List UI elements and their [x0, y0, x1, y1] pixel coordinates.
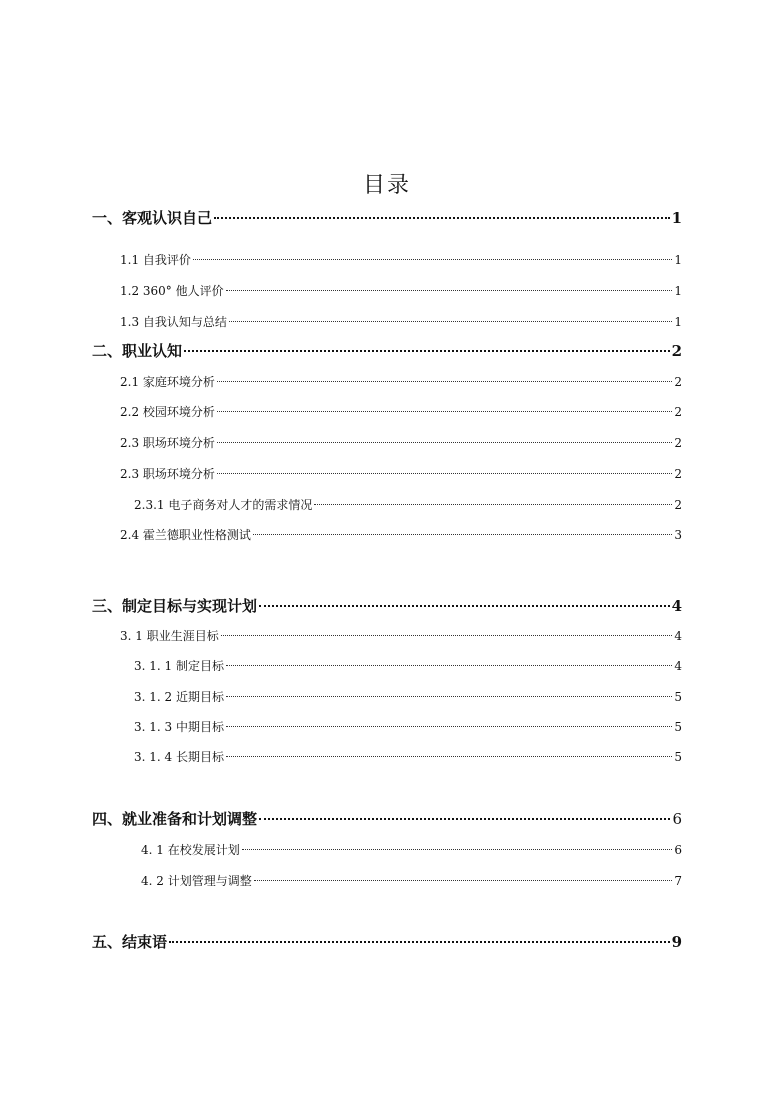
toc-page-number: 4	[674, 659, 682, 673]
toc-entry-label: 2.3.1 电子商务对人才的需求情况	[134, 498, 313, 512]
toc-page-number: 2	[674, 375, 682, 389]
toc-entry-label: 五、结束语	[92, 933, 168, 951]
toc-entry-label: 1.3 自我认知与总结	[120, 315, 227, 329]
dot-leader	[184, 350, 670, 352]
toc-entry-label: 2.3 职场环境分析	[120, 436, 215, 450]
toc-entry-4-2[interactable]	[141, 872, 682, 889]
toc-page-number: 1	[674, 253, 682, 267]
toc-entry-label: 三、制定目标与实现计划	[92, 597, 258, 615]
toc-entry-3-1-2[interactable]	[134, 688, 682, 705]
toc-entry-3-1-3[interactable]	[134, 718, 682, 735]
toc-entry-label: 1.2 360° 他人评价	[120, 284, 224, 298]
toc-entry-label: 3. 1. 3 中期目标	[134, 720, 224, 734]
dot-leader	[226, 696, 672, 697]
toc-page-number: 2	[674, 498, 682, 512]
toc-entry-label: 3. 1. 2 近期目标	[134, 690, 224, 704]
dot-leader	[226, 726, 672, 727]
toc-page-number: 2	[674, 436, 682, 450]
dot-leader	[253, 534, 672, 535]
toc-page-number: 2	[674, 467, 682, 481]
toc-entry-label: 四、就业准备和计划调整	[92, 810, 258, 828]
toc-entry-2-3-1[interactable]	[134, 496, 682, 513]
toc-entry-label: 3. 1. 4 长期目标	[134, 750, 224, 764]
toc-entry-label: 3. 1. 1 制定目标	[134, 659, 224, 673]
toc-title: 目录	[362, 173, 411, 198]
toc-page-number: 6	[672, 810, 682, 828]
toc-entry-chapter-1[interactable]	[92, 207, 682, 228]
toc-entry-chapter-3[interactable]	[92, 595, 682, 616]
toc-page-number: 4	[674, 629, 682, 643]
toc-entry-label: 1.1 自我评价	[120, 253, 191, 267]
dot-leader	[229, 321, 672, 322]
toc-page-number: 6	[674, 843, 682, 857]
toc-entry-label: 4. 1 在校发展计划	[141, 843, 240, 857]
toc-entry-label: 2.1 家庭环境分析	[120, 375, 215, 389]
toc-page-number: 9	[671, 933, 682, 951]
toc-page-number: 4	[671, 597, 682, 615]
dot-leader	[226, 290, 673, 291]
dot-leader	[259, 818, 670, 820]
toc-page-number: 1	[674, 284, 682, 298]
toc-entry-2-4[interactable]	[120, 526, 682, 543]
dot-leader	[242, 849, 673, 850]
toc-page-number: 7	[674, 874, 682, 888]
dot-leader	[217, 442, 672, 443]
dot-leader	[254, 880, 673, 881]
toc-entry-label: 一、客观认识自己	[92, 209, 213, 227]
toc-page-number: 5	[674, 720, 682, 734]
dot-leader	[259, 605, 670, 607]
toc-entry-1-2[interactable]	[120, 282, 682, 299]
toc-entry-chapter-5[interactable]	[92, 931, 682, 952]
toc-entry-label: 4. 2 计划管理与调整	[141, 874, 252, 888]
dot-leader	[217, 411, 672, 412]
toc-entry-2-2[interactable]	[120, 403, 682, 420]
toc-page-number: 2	[674, 405, 682, 419]
toc-page-number: 2	[671, 342, 682, 360]
toc-entry-label: 2.2 校园环境分析	[120, 405, 215, 419]
dot-leader	[221, 635, 673, 636]
toc-entry-3-1-4[interactable]	[134, 748, 682, 765]
toc-entry-2-1[interactable]	[120, 373, 682, 390]
toc-entry-2-3-dup[interactable]	[120, 465, 682, 482]
toc-page-number: 1	[671, 209, 682, 227]
toc-entry-label: 3. 1 职业生涯目标	[120, 629, 219, 643]
toc-page-number: 5	[674, 750, 682, 764]
toc-entry-chapter-4[interactable]	[92, 808, 682, 829]
toc-entry-4-1[interactable]	[141, 841, 682, 858]
toc-entry-label: 二、职业认知	[92, 342, 183, 360]
toc-entry-chapter-2[interactable]	[92, 340, 682, 361]
dot-leader	[193, 259, 672, 260]
dot-leader	[217, 381, 672, 382]
toc-page-number: 5	[674, 690, 682, 704]
dot-leader	[226, 665, 672, 666]
toc-entry-label: 2.3 职场环境分析	[120, 467, 215, 481]
toc-entry-3-1-1[interactable]	[134, 657, 682, 674]
dot-leader	[226, 756, 672, 757]
dot-leader	[169, 941, 670, 943]
toc-entry-label: 2.4 霍兰德职业性格测试	[120, 528, 251, 542]
toc-entry-1-1[interactable]	[120, 251, 682, 268]
toc-entry-3-1[interactable]	[120, 627, 682, 644]
toc-page-number: 1	[674, 315, 682, 329]
dot-leader	[214, 217, 670, 219]
toc-entry-1-3[interactable]	[120, 313, 682, 330]
toc-page-number: 3	[674, 528, 682, 542]
dot-leader	[217, 473, 672, 474]
dot-leader	[314, 504, 672, 505]
toc-entry-2-3[interactable]	[120, 434, 682, 451]
